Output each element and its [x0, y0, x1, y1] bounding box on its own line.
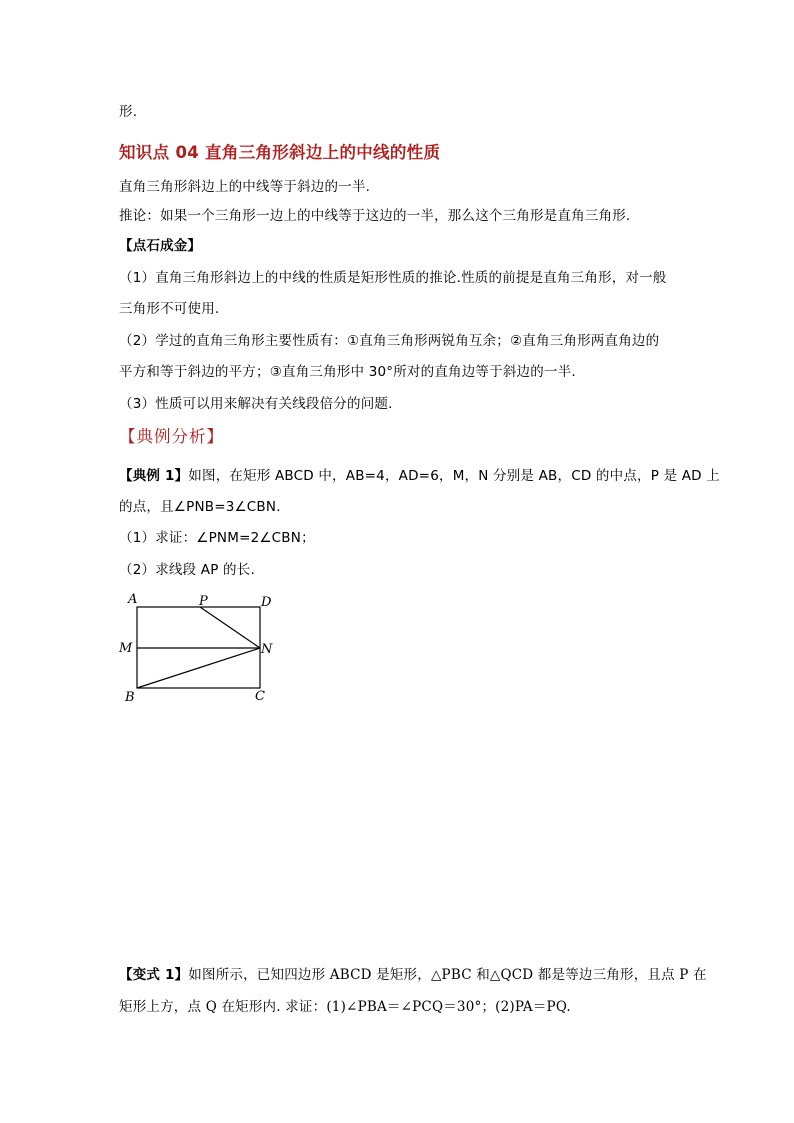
tip-line: 平方和等于斜边的平方；③直角三角形中 30°所对的直角边等于斜边的一半.	[119, 364, 576, 380]
label-c: C	[255, 689, 265, 704]
variant1-line1	[119, 965, 707, 985]
variant1-text: 如图所示，已知四边形 ABCD 是矩形，△PBC 和△QCD 都是等边三角形，且点 P 在	[188, 967, 707, 983]
example1-question2: （2）求线段 AP 的长.	[119, 562, 255, 578]
tip-line: （2）学过的直角三角形主要性质有：①直角三角形两锐角互余；②直角三角形两直角边的	[119, 333, 660, 349]
segment-pn	[200, 607, 260, 648]
label-b: B	[125, 690, 135, 705]
label-n: N	[261, 642, 273, 657]
variant1-line2: 矩形上方，点 Q 在矩形内. 求证：(1)∠PBA＝∠PCQ＝30°；(2)PA＝PQ.	[119, 999, 571, 1015]
tips-title: 【点石成金】	[119, 238, 202, 254]
segment-bn	[137, 648, 260, 688]
tip-line: （3）性质可以用来解决有关线段倍分的问题.	[119, 396, 393, 412]
example1-line2: 的点，且∠PNB=3∠CBN.	[119, 499, 281, 515]
section-title: 知识点 04 直角三角形斜边上的中线的性质	[119, 143, 441, 162]
example1-text: 如图，在矩形 ABCD 中，AB=4，AD=6，M，N 分别是 AB，CD 的中点，P 是 AD 上	[188, 468, 720, 484]
examples-title: 【典例分析】	[119, 427, 224, 446]
top-fragment: 形.	[119, 104, 138, 120]
label-m: M	[119, 641, 133, 656]
example1-question1: （1）求证：∠PNM=2∠CBN；	[119, 530, 315, 546]
label-a: A	[128, 592, 138, 607]
variant1-label: 【变式 1】	[119, 967, 189, 983]
tip-line: （1）直角三角形斜边上的中线的性质是矩形性质的推论.性质的前提是直角三角形，对一般	[119, 270, 667, 286]
label-p: P	[199, 594, 208, 609]
rectangle-figure	[115, 590, 290, 710]
corollary-text: 推论：如果一个三角形一边上的中线等于这边的一半，那么这个三角形是直角三角形.	[119, 208, 631, 224]
theorem-text: 直角三角形斜边上的中线等于斜边的一半.	[119, 179, 371, 195]
example1-line1	[119, 466, 720, 486]
label-d: D	[261, 595, 272, 610]
tip-line: 三角形不可使用.	[119, 301, 220, 317]
example1-label: 【典例 1】	[119, 468, 189, 484]
